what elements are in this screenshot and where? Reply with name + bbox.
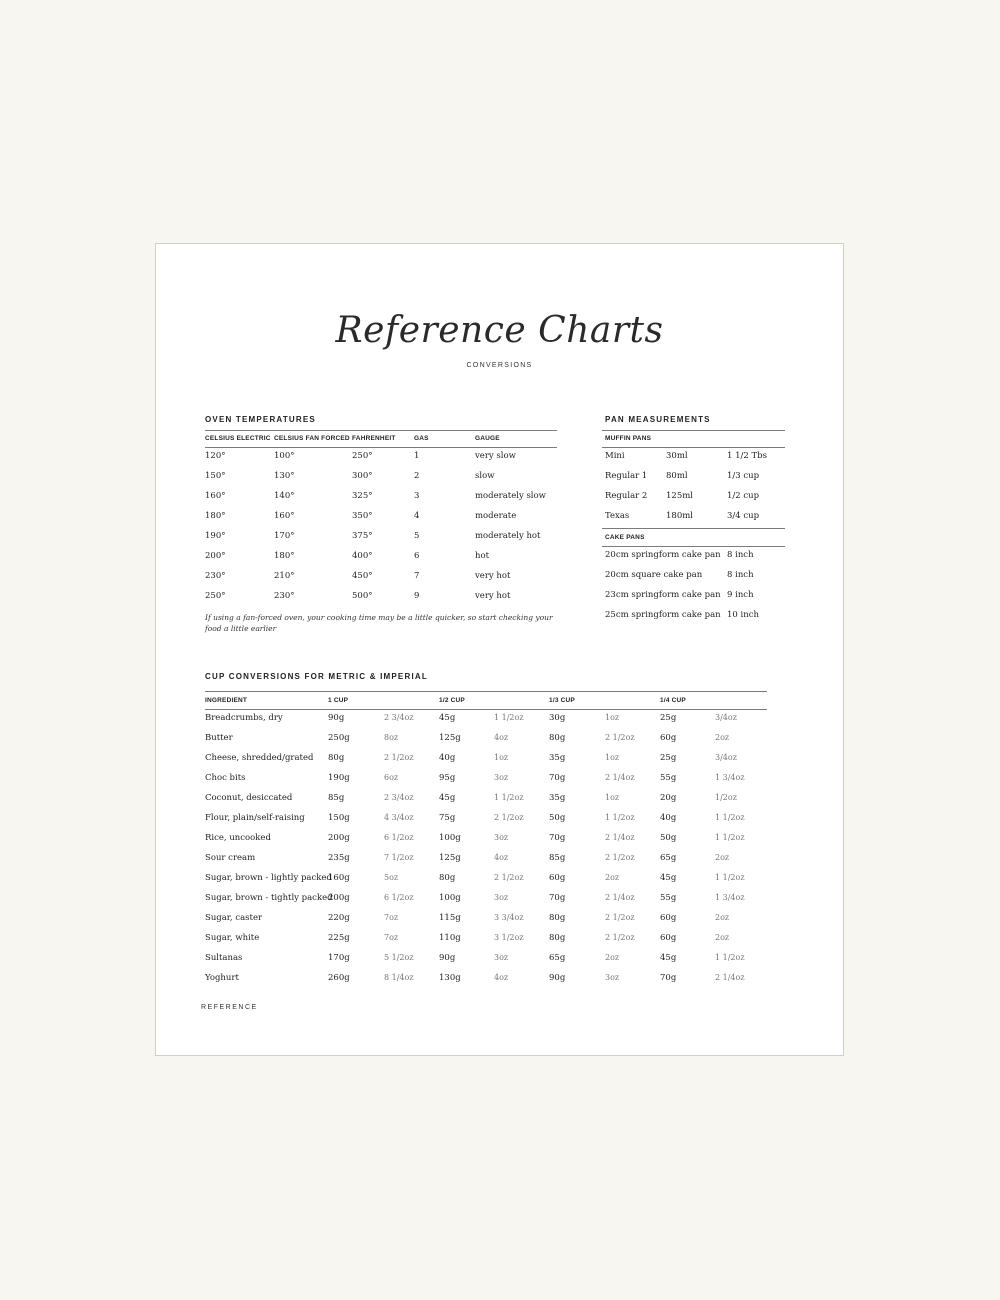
cups-table-cell: Flour, plain/self-raising [205,813,305,823]
cups-table-cell: 2oz [715,733,730,742]
cups-table-cell: 110g [439,933,461,943]
oven-table-cell: 200° [205,551,226,561]
oven-table-cell: 230° [205,571,226,581]
oven-table-cell: hot [475,551,490,561]
cups-table-cell: Cheese, shredded/grated [205,753,314,763]
cups-table-cell: 50g [549,813,566,823]
muffin-table-cell: 30ml [666,451,688,461]
cups-table-cell: Breadcrumbs, dry [205,713,283,723]
muffin-table-cell: 3/4 cup [727,511,760,521]
cups-table-cell: 85g [328,793,345,803]
cups-table-cell: 4oz [494,853,509,862]
oven-heading: OVEN TEMPERATURES [205,415,316,424]
oven-table-cell: 250° [352,451,373,461]
oven-column-header: CELSIUS FAN FORCED [274,435,350,442]
cups-table-cell: 1 1/2oz [494,793,524,802]
oven-column-header: CELSIUS ELECTRIC [205,435,271,442]
cups-table-cell: 1 1/2oz [715,833,745,842]
cups-table-cell: 3oz [494,833,509,842]
pans-heading: PAN MEASUREMENTS [605,415,711,424]
cake-pans-header: CAKE PANS [605,534,645,541]
cups-column-header: 1/2 CUP [439,697,465,704]
muffin-header-rule [602,447,785,448]
cups-table-cell: 70g [549,833,566,843]
cups-table-cell: 7 1/2oz [384,853,414,862]
oven-table-cell: 140° [274,491,295,501]
cups-table-cell: 2oz [715,933,730,942]
oven-table-cell: 9 [414,591,420,601]
cups-table-cell: 30g [549,713,566,723]
cups-table-cell: 80g [549,733,566,743]
cups-table-cell: Sugar, white [205,933,260,943]
oven-table-cell: 500° [352,591,373,601]
cups-table-cell: 60g [660,913,677,923]
cups-table-cell: 3oz [494,773,509,782]
cups-table-cell: 3oz [494,893,509,902]
cups-table-cell: 5oz [384,873,399,882]
cake-table-cell: 20cm springform cake pan [605,550,721,560]
cups-table-cell: 100g [439,833,461,843]
cups-table-cell: 50g [660,833,677,843]
reference-page [155,243,844,1056]
cups-table-cell: 40g [660,813,677,823]
cups-table-cell: 7oz [384,933,399,942]
cups-table-cell: 260g [328,973,350,983]
cups-table-cell: 1oz [605,713,620,722]
cups-table-cell: 1 3/4oz [715,773,745,782]
oven-table-cell: 350° [352,511,373,521]
oven-table-cell: moderate [475,511,517,521]
cups-table-cell: 25g [660,713,677,723]
cake-table-cell: 8 inch [727,550,754,560]
cups-table-cell: 6 1/2oz [384,893,414,902]
cups-table-cell: 1 1/2oz [715,813,745,822]
cups-table-cell: 45g [439,793,456,803]
oven-table-cell: 400° [352,551,373,561]
muffin-table-cell: 180ml [666,511,694,521]
cake-header-rule [602,546,785,547]
cups-table-cell: 60g [660,733,677,743]
cake-table-cell: 10 inch [727,610,759,620]
cups-table-cell: 2 3/4oz [384,793,414,802]
oven-table-cell: very hot [475,591,511,601]
oven-table-cell: 4 [414,511,420,521]
oven-table-cell: 160° [205,491,226,501]
oven-table-cell: 180° [205,511,226,521]
cups-table-cell: 45g [660,873,677,883]
cups-table-cell: 8 1/4oz [384,973,414,982]
cups-table-cell: 2 1/2oz [605,733,635,742]
cups-table-cell: Sugar, caster [205,913,263,923]
cups-table-cell: 2oz [605,873,620,882]
cups-table-cell: 220g [328,913,350,923]
oven-table-cell: 250° [205,591,226,601]
oven-table-cell: 450° [352,571,373,581]
cups-table-cell: 55g [660,773,677,783]
oven-table-cell: 120° [205,451,226,461]
muffin-table-cell: 125ml [666,491,694,501]
cups-table-cell: 3oz [494,953,509,962]
cups-table-cell: 115g [439,913,461,923]
cups-table-cell: 7oz [384,913,399,922]
cups-table-cell: 1 1/2oz [494,713,524,722]
oven-column-header: GAUGE [475,435,500,442]
oven-table-cell: 2 [414,471,420,481]
cups-table-cell: 2 1/4oz [605,893,635,902]
oven-table-cell: 170° [274,531,295,541]
page-title: Reference Charts [335,310,664,351]
cups-table-cell: Sour cream [205,853,256,863]
cups-table-cell: 250g [328,733,350,743]
cups-table-cell: 4 3/4oz [384,813,414,822]
cups-table-cell: 1 1/2oz [715,953,745,962]
cups-table-cell: 2oz [715,913,730,922]
cups-table-cell: 5 1/2oz [384,953,414,962]
cups-table-cell: 95g [439,773,456,783]
oven-table-cell: 7 [414,571,420,581]
cups-heading: CUP CONVERSIONS FOR METRIC & IMPERIAL [205,672,428,681]
oven-table-cell: 325° [352,491,373,501]
oven-table-cell: 3 [414,491,420,501]
oven-header-rule [205,447,557,448]
cups-table-cell: 200g [328,833,350,843]
oven-table-cell: 6 [414,551,420,561]
cups-table-cell: Rice, uncooked [205,833,271,843]
muffin-pans-header: MUFFIN PANS [605,435,652,442]
cups-table-cell: 2 1/2oz [494,873,524,882]
oven-column-header: FAHRENHEIT [352,435,396,442]
cups-table-cell: 3/4oz [715,753,737,762]
cups-table-cell: 35g [549,793,566,803]
cups-table-cell: 1 1/2oz [715,873,745,882]
cups-table-cell: 2 3/4oz [384,713,414,722]
cups-header-rule [205,709,767,710]
cups-table-cell: 8oz [384,733,399,742]
cups-column-header: 1 CUP [328,697,349,704]
cups-table-cell: 25g [660,753,677,763]
cups-table-cell: Choc bits [205,773,246,783]
oven-table-cell: very hot [475,571,511,581]
cups-table-cell: 2oz [715,853,730,862]
cups-table-cell: Yoghurt [205,973,239,983]
pans-top-rule [602,430,785,431]
cups-table-cell: Coconut, desiccated [205,793,293,803]
cups-table-cell: 75g [439,813,456,823]
cups-table-cell: 2oz [605,953,620,962]
cups-table-cell: 4oz [494,733,509,742]
oven-table-cell: 210° [274,571,295,581]
cups-table-cell: 70g [549,773,566,783]
cups-column-header: 1/3 CUP [549,697,575,704]
cups-table-cell: 80g [549,933,566,943]
cups-table-cell: 55g [660,893,677,903]
muffin-table-cell: Regular 1 [605,471,648,481]
muffin-table-cell: Regular 2 [605,491,648,501]
muffin-table-cell: 1 1/2 Tbs [727,451,767,461]
cups-table-cell: 100g [439,893,461,903]
muffin-table-cell: 1/2 cup [727,491,760,501]
muffin-table-cell: 1/3 cup [727,471,760,481]
muffin-table-cell: 80ml [666,471,688,481]
cups-table-cell: 45g [439,713,456,723]
cups-table-cell: 225g [328,933,350,943]
cups-table-cell: 160g [328,873,350,883]
cups-table-cell: 1oz [605,753,620,762]
cups-table-cell: 2 1/2oz [605,933,635,942]
oven-table-cell: 1 [414,451,420,461]
page-subtitle: CONVERSIONS [466,362,533,369]
cups-table-cell: 2 1/4oz [715,973,745,982]
cups-table-cell: 125g [439,733,461,743]
oven-table-cell: 230° [274,591,295,601]
cups-table-cell: 60g [660,933,677,943]
oven-top-rule [205,430,557,431]
cups-table-cell: 125g [439,853,461,863]
cups-table-cell: 40g [439,753,456,763]
oven-table-cell: 160° [274,511,295,521]
cups-table-cell: 65g [549,953,566,963]
oven-table-cell: 375° [352,531,373,541]
cups-table-cell: Sugar, brown - lightly packed [205,873,332,883]
oven-table-cell: 5 [414,531,420,541]
oven-note: If using a fan-forced oven, your cooking time may be a little quicker, so start checking your food a little earlier [205,613,553,633]
cups-table-cell: 190g [328,773,350,783]
cups-table-cell: 85g [549,853,566,863]
cake-table-cell: 9 inch [727,590,754,600]
cups-table-cell: 35g [549,753,566,763]
oven-table-cell: 300° [352,471,373,481]
muffin-table-cell: Texas [605,511,630,521]
cups-top-rule [205,691,767,692]
muffin-table-cell: Mini [605,451,625,461]
cups-table-cell: 200g [328,893,350,903]
cups-table-cell: 90g [549,973,566,983]
oven-table-cell: moderately slow [475,491,546,501]
cups-table-cell: 65g [660,853,677,863]
oven-table-cell: moderately hot [475,531,541,541]
cake-table-cell: 23cm springform cake pan [605,590,721,600]
cups-table-cell: 70g [660,973,677,983]
oven-table-cell: 150° [205,471,226,481]
cups-column-header: 1/4 CUP [660,697,686,704]
oven-column-header: GAS [414,435,429,442]
cups-table-cell: 60g [549,873,566,883]
cups-table-cell: 80g [328,753,345,763]
cups-table-cell: 80g [549,913,566,923]
cups-table-cell: 1oz [605,793,620,802]
cups-table-cell: 20g [660,793,677,803]
page-footer: REFERENCE [201,1004,258,1011]
cups-table-cell: 6oz [384,773,399,782]
cups-table-cell: 2 1/4oz [605,773,635,782]
cups-table-cell: 170g [328,953,350,963]
cups-table-cell: Sugar, brown - tightly packed [205,893,333,903]
cups-table-cell: 2 1/2oz [494,813,524,822]
cups-table-cell: 2 1/2oz [384,753,414,762]
cups-table-cell: 1oz [494,753,509,762]
cups-table-cell: 2 1/4oz [605,833,635,842]
oven-table-cell: slow [475,471,495,481]
cake-table-cell: 25cm springform cake pan [605,610,721,620]
cups-table-cell: 90g [328,713,345,723]
cake-top-rule [602,528,785,529]
cake-table-cell: 20cm square cake pan [605,570,703,580]
cups-table-cell: 3 1/2oz [494,933,524,942]
cups-table-cell: 3/4oz [715,713,737,722]
oven-table-cell: 190° [205,531,226,541]
cups-table-cell: 150g [328,813,350,823]
cups-column-header: INGREDIENT [205,697,248,704]
cups-table-cell: 90g [439,953,456,963]
cups-table-cell: 70g [549,893,566,903]
oven-table-cell: very slow [475,451,516,461]
cups-table-cell: 6 1/2oz [384,833,414,842]
cake-table-cell: 8 inch [727,570,754,580]
cups-table-cell: 3 3/4oz [494,913,524,922]
oven-table-cell: 180° [274,551,295,561]
cups-table-cell: 2 1/2oz [605,853,635,862]
cups-table-cell: 235g [328,853,350,863]
cups-table-cell: 1/2oz [715,793,737,802]
oven-table-cell: 130° [274,471,295,481]
cups-table-cell: 3oz [605,973,620,982]
cups-table-cell: 2 1/2oz [605,913,635,922]
cups-table-cell: Butter [205,733,233,743]
cups-table-cell: 1 3/4oz [715,893,745,902]
cups-table-cell: Sultanas [205,953,243,963]
cups-table-cell: 45g [660,953,677,963]
cups-table-cell: 4oz [494,973,509,982]
cups-table-cell: 130g [439,973,461,983]
cups-table-cell: 80g [439,873,456,883]
oven-table-cell: 100° [274,451,295,461]
cups-table-cell: 1 1/2oz [605,813,635,822]
